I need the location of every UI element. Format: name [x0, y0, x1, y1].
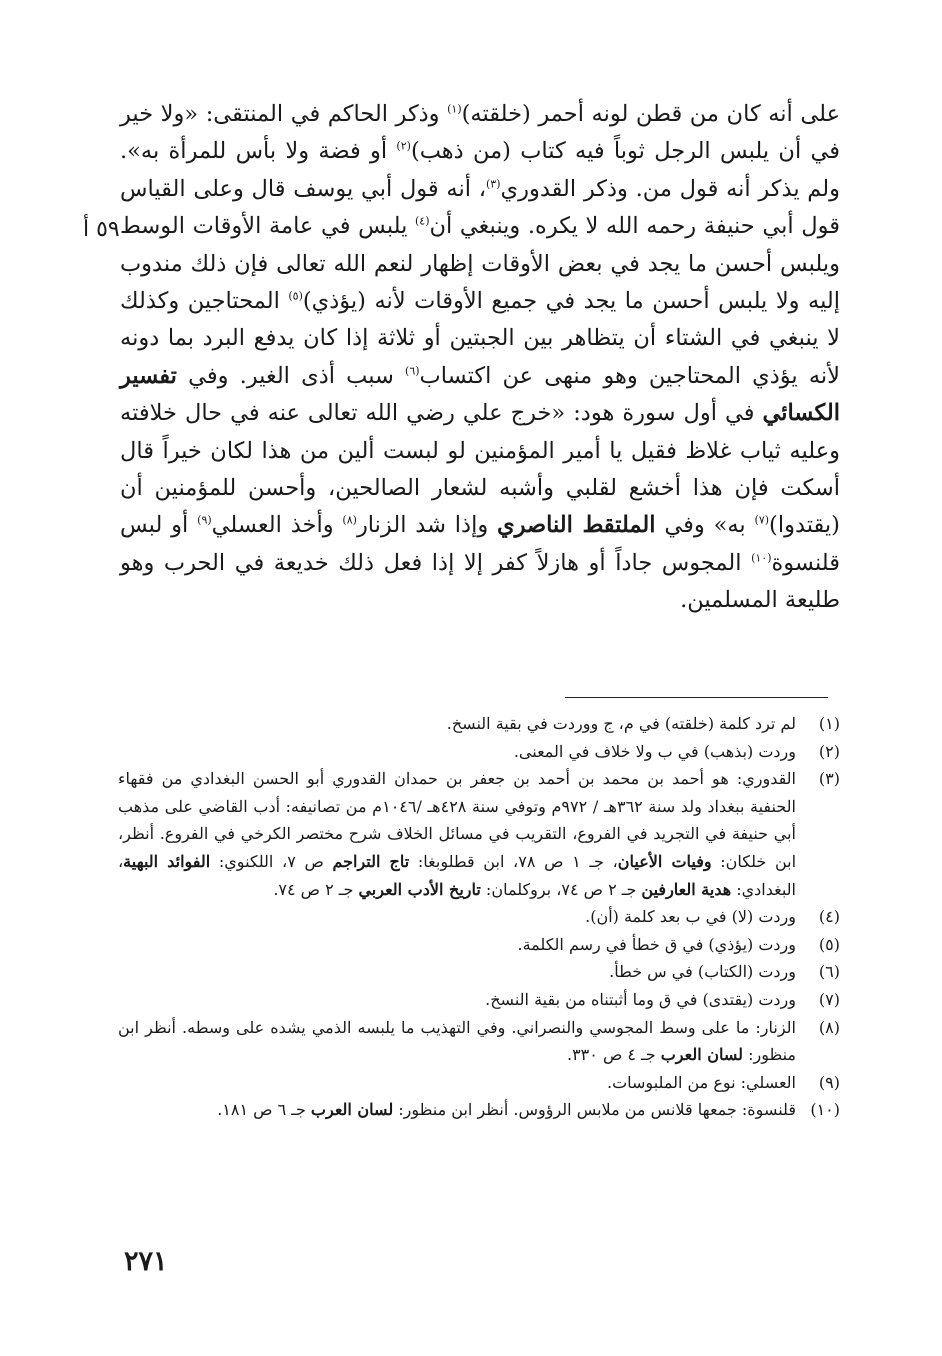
book-title-kisai: تفسير الكسائي: [120, 362, 840, 427]
footnote-ref[interactable]: (٨): [342, 513, 357, 527]
footnote-text: الزنار: ما على وسط المجوسي والنصراني. وفي التهذيب ما يلبسه الذمي يشده على وسطه. أنظر ابن منظور: لسان العرب جـ ٤ ص ٣٣٠.: [118, 1017, 796, 1065]
footnote-ref[interactable]: (١): [447, 102, 462, 116]
footnotes-list: [118, 710, 840, 1124]
footnote-item: [118, 986, 840, 1014]
footnote-ref[interactable]: (٧): [754, 513, 770, 527]
footnote-item: [118, 710, 840, 738]
footnote-ref[interactable]: (١٠): [751, 551, 772, 565]
footnote-item: [118, 1069, 840, 1097]
main-text-block: [120, 96, 840, 620]
footnote-number: (٥): [818, 934, 840, 954]
footnote-item: [118, 931, 840, 959]
footnote-number: (١٠): [810, 1100, 840, 1120]
footnote-item: [118, 1014, 840, 1069]
footnote-text: قلنسوة: جمعها قلانس من ملابس الرؤوس. أنظر ابن منظور: لسان العرب جـ ٦ ص ١٨١.: [217, 1100, 796, 1120]
footnote-text: العسلي: نوع من الملبوسات.: [607, 1072, 796, 1092]
footnote-ref[interactable]: (٦): [405, 364, 420, 378]
footnote-number: (٢): [818, 741, 840, 761]
page-number: ٢٧١: [124, 1246, 168, 1277]
footnote-text: وردت (يقتدى) في ق وما أثبتناه من بقية النسخ.: [485, 989, 796, 1009]
footnote-ref[interactable]: (٩): [197, 513, 212, 527]
footnote-number: (٨): [818, 1017, 840, 1037]
footnote-number: (٤): [818, 907, 840, 927]
footnote-number: (١): [818, 714, 840, 733]
footnote-number: (٦): [818, 962, 840, 982]
footnote-number: (٩): [818, 1072, 840, 1092]
footnote-item: [118, 903, 840, 931]
footnote-separator: [565, 697, 828, 698]
footnote-text: وردت (الكتاب) في س خطأ.: [609, 962, 796, 982]
footnote-item: [118, 958, 840, 986]
footnote-item: [118, 738, 840, 766]
footnote-text: وردت (بذهب) في ب ولا خلاف في المعنى.: [513, 741, 796, 761]
footnote-number: (٧): [818, 989, 840, 1009]
footnote-ref[interactable]: (٣): [485, 177, 501, 191]
footnote-ref[interactable]: (٢): [396, 139, 411, 153]
footnote-text: القدوري: هو أحمد بن محمد بن أحمد بن جعفر بن حمدان القدوري أبو الحسن البغدادي من فقهاء الحنفية ببغداد ولد سنة ٣٦٢هـ / ٩٧٢م وتوفي سنة ٤٢٨هـ /١٠٤٦م من تصانيفه: أدب القاضي على مذهب أبي حنيفة في التجريد في الفروع، التقريب في مسائل الخلاف شرح مختصر الكرخي في الفروع. أنظر، ابن خلكان: وفيات الأعيان، جـ ١ ص ٧٨، ابن قطلوبغا: تاج التراجم ص ٧، اللكنوي: الفوائد البهية، البغدادي: هدية العارفين جـ ٢ ص ٧٤، بروكلمان: تاريخ الأدب العربي جـ ٢ ص ٧٤.: [118, 769, 797, 899]
footnote-number: (٣): [818, 769, 840, 789]
footnote-ref[interactable]: (٥): [288, 289, 303, 303]
main-paragraph: على أنه كان من قطن لونه أحمر (خلقته)$^{(١)}$ وذكر الحاكم في المنتقى: «ولا خير في أن يلبس الرجل ثوباً فيه كتاب (من ذهب)$^{(٢)}$ أو فضة ولا بأس للمرأة به». ولم يذكر أنه قول من. وذكر القدوري$^{(٣)}$، أنه قول أبي يوسف قال وعلى القياس قول أبي حنيفة رحمه الله لا يكره. وينبغي أن$^{(٤)}$ يلبس في عامة الأوقات الوسط ويلبس أحسن ما يجد في بعض الأوقات إظهار لنعم الله تعالى فإن ذلك مندوب إليه ولا يلبس أحسن ما يجد في جميع الأوقات لأنه (يؤذي)$^{(٥)}$ المحتاجين وكذلك لا ينبغي في الشتاء أن يتظاهر بين الجبتين أو ثلاثة إذا كان يدفع البرد بما دونه لأنه يؤذي المحتاجين وهو منهى عن اكتساب$^{(٦)}$ سبب أذى الغير. وفي تفسير الكسائي في أول سورة هود: «خرج علي رضي الله تعالى عنه في حال خلافته وعليه ثياب غلاظ فقيل يا أمير المؤمنين لو لبست ألين من هذا لكان خيراً قال أسكت فإن هذا أخشع لقلبي وأشبه لشعار الصالحين، وأحسن للمؤمنين أن (يقتدوا)$^{(٧)}$ به» وفي الملتقط الناصري وإذا شد الزنار$^{(٨)}$ وأخذ العسلي$^{(٩)}$ أو لبس قلنسوة$^{(١٠)}$ المجوس جاداً أو هازلاً كفر إلا إذا فعل ذلك خديعة في الحرب وهو طليعة المسلمين.: [120, 101, 841, 614]
margin-folio-note: ٥٩ أ: [83, 217, 120, 242]
footnote-ref[interactable]: (٤): [414, 214, 430, 228]
footnote-item: [118, 1096, 840, 1124]
footnote-text: لم ترد كلمة (خلقته) في م، ج ووردت في بقية النسخ.: [446, 714, 796, 733]
book-title-multaqat: الملتقط الناصري: [497, 512, 656, 539]
footnote-text: وردت (لا) في ب بعد كلمة (أن).: [585, 907, 796, 927]
footnote-item: [118, 765, 840, 903]
footnote-text: وردت (يؤذي) في ق خطأ في رسم الكلمة.: [517, 934, 796, 954]
